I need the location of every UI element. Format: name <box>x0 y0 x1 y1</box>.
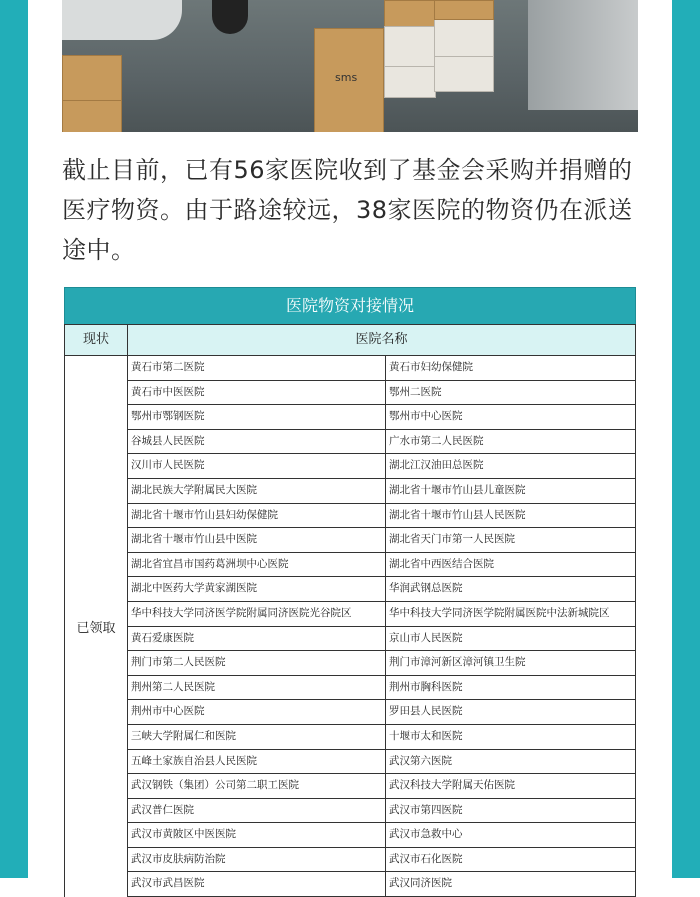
hospital-name-cell: 武汉市武昌医院 <box>128 872 386 896</box>
hospital-name-cell: 鄂州市中心医院 <box>389 410 463 423</box>
hospital-name-cell: 湖北民族大学附属民大医院 <box>128 479 386 503</box>
table-row <box>128 479 635 504</box>
left-frame-border <box>0 0 28 878</box>
table-row <box>128 602 635 627</box>
hospital-name-cell: 荆门市第二人民医院 <box>128 651 386 675</box>
table-row <box>128 454 635 479</box>
photo-box <box>62 100 122 132</box>
hospital-name-cell: 湖北省十堰市竹山县人民医院 <box>389 508 526 521</box>
hospital-name-cell: 黄石爱康医院 <box>128 627 386 651</box>
table-row <box>128 725 635 750</box>
table-rows <box>128 356 635 897</box>
photo-box <box>434 0 494 20</box>
hospital-name-cell: 武汉钢铁（集团）公司第二职工医院 <box>128 774 386 798</box>
right-frame-border <box>672 0 700 878</box>
hospital-name-cell: 黄石市中医医院 <box>128 381 386 405</box>
table-row <box>128 700 635 725</box>
hospital-name-cell: 武汉普仁医院 <box>128 799 386 823</box>
table-body <box>64 356 636 897</box>
hospital-name-cell: 三峡大学附属仁和医院 <box>128 725 386 749</box>
hospital-name-cell: 武汉科技大学附属天佑医院 <box>389 779 515 792</box>
hospital-name-cell: 湖北省天门市第一人民医院 <box>389 533 515 546</box>
hospital-table <box>64 287 636 897</box>
hospital-name-cell: 武汉第六医院 <box>389 754 452 767</box>
hospital-name-cell: 湖北省中西医结合医院 <box>389 557 494 570</box>
hospital-name-cell: 罗田县人民医院 <box>389 705 463 718</box>
hospital-name-cell: 鄂州二医院 <box>389 385 442 398</box>
table-row <box>128 405 635 430</box>
hospital-name-cell: 华润武钢总医院 <box>389 582 463 595</box>
header-status: 现状 <box>65 325 128 355</box>
table-row <box>128 430 635 455</box>
photo-box <box>384 26 436 68</box>
hospital-name-cell: 谷城县人民医院 <box>128 430 386 454</box>
hospital-name-cell: 黄石市第二医院 <box>128 356 386 380</box>
hospital-name-cell: 鄂州市鄂钢医院 <box>128 405 386 429</box>
table-row <box>128 504 635 529</box>
hospital-name-cell: 五峰土家族自治县人民医院 <box>128 750 386 774</box>
photo-box <box>434 56 494 92</box>
table-row <box>128 799 635 824</box>
hospital-name-cell: 荆州市胸科医院 <box>389 680 463 693</box>
table-row <box>128 553 635 578</box>
table-row <box>128 651 635 676</box>
hospital-name-cell: 京山市人民医院 <box>389 631 463 644</box>
table-row <box>128 848 635 873</box>
hospital-name-cell: 荆州市中心医院 <box>128 700 386 724</box>
hospital-name-cell: 武汉市石化医院 <box>389 852 463 865</box>
photo-box <box>384 0 436 28</box>
table-row <box>128 823 635 848</box>
hospital-name-cell: 湖北中医药大学黄家湖医院 <box>128 577 386 601</box>
hospital-name-cell: 黄石市妇幼保健院 <box>389 361 473 373</box>
table-row <box>128 774 635 799</box>
photo-van <box>62 0 182 40</box>
table-row <box>128 356 635 381</box>
hospital-name-cell: 华中科技大学同济医学院附属医院中法新城院区 <box>389 606 610 619</box>
table-title: 医院物资对接情况 <box>64 287 636 324</box>
hospital-name-cell: 武汉市黄陂区中医医院 <box>128 823 386 847</box>
table-row <box>128 750 635 775</box>
intro-paragraph: 截止目前，已有56家医院收到了基金会采购并捐赠的医疗物资。由于路途较远，38家医院的物资仍在派送途中。 <box>62 156 633 264</box>
header-photo <box>62 0 638 132</box>
hospital-name-cell: 湖北江汉油田总医院 <box>389 459 484 472</box>
photo-truck <box>528 0 638 110</box>
photo-box <box>384 66 436 98</box>
photo-wheel <box>212 0 248 34</box>
table-row <box>128 577 635 602</box>
hospital-name-cell: 汉川市人民医院 <box>128 454 386 478</box>
table-row <box>128 627 635 652</box>
hospital-name-cell: 湖北省十堰市竹山县妇幼保健院 <box>128 504 386 528</box>
hospital-name-cell: 华中科技大学同济医学院附属同济医院光谷院区 <box>128 602 386 626</box>
status-cell: 已领取 <box>65 356 128 897</box>
table-row <box>128 872 635 897</box>
hospital-name-cell: 湖北省十堰市竹山县中医院 <box>128 528 386 552</box>
table-row <box>128 528 635 553</box>
hospital-name-cell: 湖北省十堰市竹山县儿童医院 <box>389 483 526 496</box>
table-row <box>128 676 635 701</box>
hospital-name-cell: 武汉市皮肤病防治院 <box>128 848 386 872</box>
header-hospital-name: 医院名称 <box>355 332 408 347</box>
photo-box-label: sms <box>335 71 358 84</box>
table-row <box>128 381 635 406</box>
hospital-name-cell: 荆州第二人民医院 <box>128 676 386 700</box>
hospital-name-cell: 武汉市急救中心 <box>389 828 463 841</box>
hospital-name-cell: 十堰市太和医院 <box>389 729 463 742</box>
photo-box <box>434 18 494 58</box>
table-header <box>64 324 636 356</box>
hospital-name-cell: 武汉市第四医院 <box>389 803 463 816</box>
hospital-name-cell: 广水市第二人民医院 <box>389 434 484 447</box>
hospital-name-cell: 湖北省宜昌市国药葛洲坝中心医院 <box>128 553 386 577</box>
hospital-name-cell: 武汉同济医院 <box>389 877 452 890</box>
hospital-name-cell: 荆门市漳河新区漳河镇卫生院 <box>389 656 526 669</box>
photo-box <box>314 28 384 132</box>
